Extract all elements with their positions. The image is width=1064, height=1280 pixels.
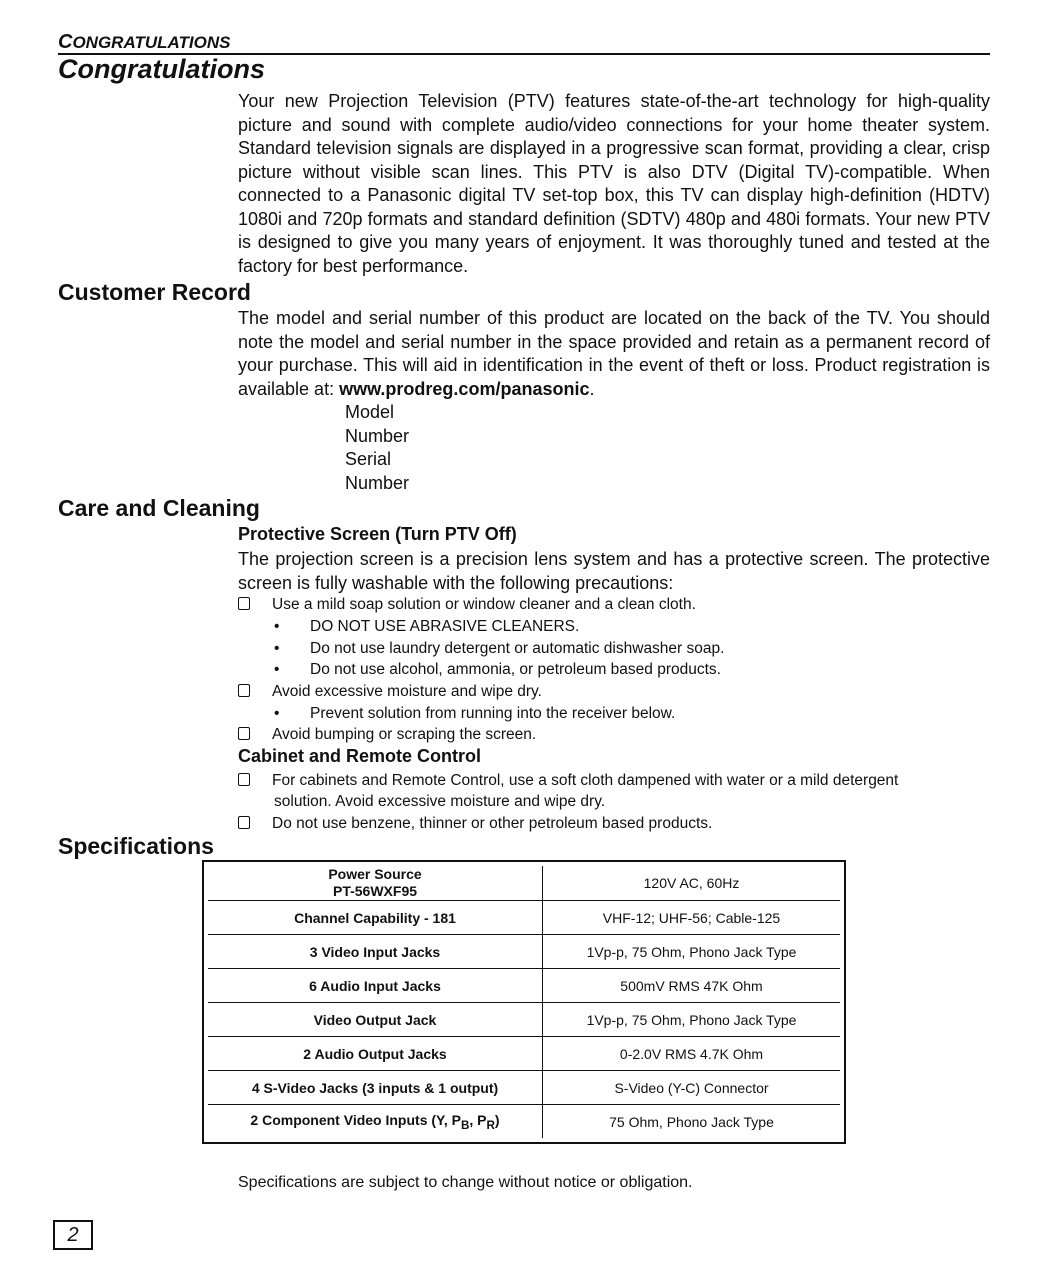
care-sub-bullet: • Prevent solution from running into the receiver below. xyxy=(274,705,676,722)
table-row xyxy=(208,1003,840,1037)
spec-value: 120V AC, 60Hz xyxy=(543,866,840,901)
table-row xyxy=(208,866,840,901)
customer-record-heading: Customer Record xyxy=(58,279,251,305)
cabinet-bullet-1-cont: solution. Avoid excessive moisture and wipe dry. xyxy=(274,793,606,810)
model-label: Model xyxy=(345,402,395,422)
serial-number-label: Number xyxy=(345,473,410,493)
care-bullet-2: Avoid excessive moisture and wipe dry. xyxy=(238,681,998,702)
spec-value: VHF-12; UHF-56; Cable-125 xyxy=(543,901,840,935)
registration-url[interactable]: www.prodreg.com/panasonic xyxy=(339,378,590,399)
table-row xyxy=(208,1105,840,1138)
model-number-label: Number xyxy=(345,426,410,446)
page-number: 2 xyxy=(53,1220,93,1250)
checkbox-bullet-icon xyxy=(238,597,250,610)
table-row xyxy=(208,901,840,935)
bullet-dot-icon: • xyxy=(274,705,280,722)
cabinet-bullet-2: Do not use benzene, thinner or other petroleum based products. xyxy=(238,813,998,834)
spec-label: Video Output Jack xyxy=(208,1003,543,1037)
customer-record-paragraph: The model and serial number of this product are located on the back of the TV. You should note the model and serial number in the space provided and retain as a permanent record of your purchase. This will aid in identification in the event of theft or loss. Product registration is available at: www.prodreg.com/panasonic. xyxy=(238,308,990,399)
bullet-dot-icon: • xyxy=(274,640,280,657)
care-sub-bullet: • Do not use alcohol, ammonia, or petroleum based products. xyxy=(274,661,721,678)
bullet-dot-icon: • xyxy=(274,618,280,635)
spec-label: 3 Video Input Jacks xyxy=(208,935,543,969)
running-head: CONGRATULATIONS xyxy=(58,32,990,55)
spec-label: 6 Audio Input Jacks xyxy=(208,969,543,1003)
checkbox-bullet-icon xyxy=(238,727,250,740)
spec-label: Channel Capability - 181 xyxy=(208,901,543,935)
specifications-table xyxy=(202,860,846,1144)
protective-screen-heading: Protective Screen (Turn PTV Off) xyxy=(238,524,517,544)
cabinet-remote-heading: Cabinet and Remote Control xyxy=(238,746,482,766)
spec-label: 2 Audio Output Jacks xyxy=(208,1037,543,1071)
specifications-heading: Specifications xyxy=(58,833,214,859)
cabinet-bullet-1: For cabinets and Remote Control, use a soft cloth dampened with water or a mild detergent xyxy=(238,770,998,791)
page-title: Congratulations xyxy=(58,54,265,84)
table-row xyxy=(208,1037,840,1071)
spec-label: 4 S-Video Jacks (3 inputs & 1 output) xyxy=(208,1071,543,1105)
checkbox-bullet-icon xyxy=(238,684,250,697)
care-sub-bullet: • Do not use laundry detergent or automatic dishwasher soap. xyxy=(274,640,725,657)
specifications-note: Specifications are subject to change without notice or obligation. xyxy=(238,1174,693,1191)
serial-label: Serial xyxy=(345,449,392,469)
care-sub-bullet: • DO NOT USE ABRASIVE CLEANERS. xyxy=(274,618,580,635)
checkbox-bullet-icon xyxy=(238,773,250,786)
spec-label: 2 Component Video Inputs (Y, $P_B$, $P_R$) xyxy=(208,1105,543,1138)
spec-value: 500mV RMS 47K Ohm xyxy=(543,969,840,1003)
spec-label: Power Source PT-56WXF95 xyxy=(208,866,543,901)
spec-value: 1Vp-p, 75 Ohm, Phono Jack Type xyxy=(543,935,840,969)
bullet-dot-icon: • xyxy=(274,661,280,678)
table-row xyxy=(208,935,840,969)
spec-value: 1Vp-p, 75 Ohm, Phono Jack Type xyxy=(543,1003,840,1037)
table-row xyxy=(208,969,840,1003)
intro-paragraph: Your new Projection Television (PTV) features state-of-the-art technology for high-quality picture and sound with complete audio/video connections for your home theater system. Standard television signals are displayed in a progressive scan format, providing a clear, crisp picture without visible scan lines. This PTV is also DTV (Digital TV)-compatible. When connected to a Panasonic digital TV set-top box, this TV can display high-definition (HDTV) 1080i and 720p formats and standard definition (SDTV) 480p and 480i formats. Your new PTV is designed to give you many years of enjoyment. It was thoroughly tuned and tested at the factory for best performance. xyxy=(238,91,990,276)
care-bullet-1: Use a mild soap solution or window cleaner and a clean cloth. xyxy=(238,594,998,615)
protective-screen-paragraph: The projection screen is a precision lens system and has a protective screen. The protective screen is fully washable with the following precautions: xyxy=(238,549,990,593)
checkbox-bullet-icon xyxy=(238,816,250,829)
spec-value: 75 Ohm, Phono Jack Type xyxy=(609,1113,774,1130)
care-cleaning-heading: Care and Cleaning xyxy=(58,495,260,521)
care-bullet-3: Avoid bumping or scraping the screen. xyxy=(238,724,998,745)
spec-value: S-Video (Y-C) Connector xyxy=(543,1071,840,1105)
spec-value: 0-2.0V RMS 4.7K Ohm xyxy=(543,1037,840,1071)
table-row xyxy=(208,1071,840,1105)
